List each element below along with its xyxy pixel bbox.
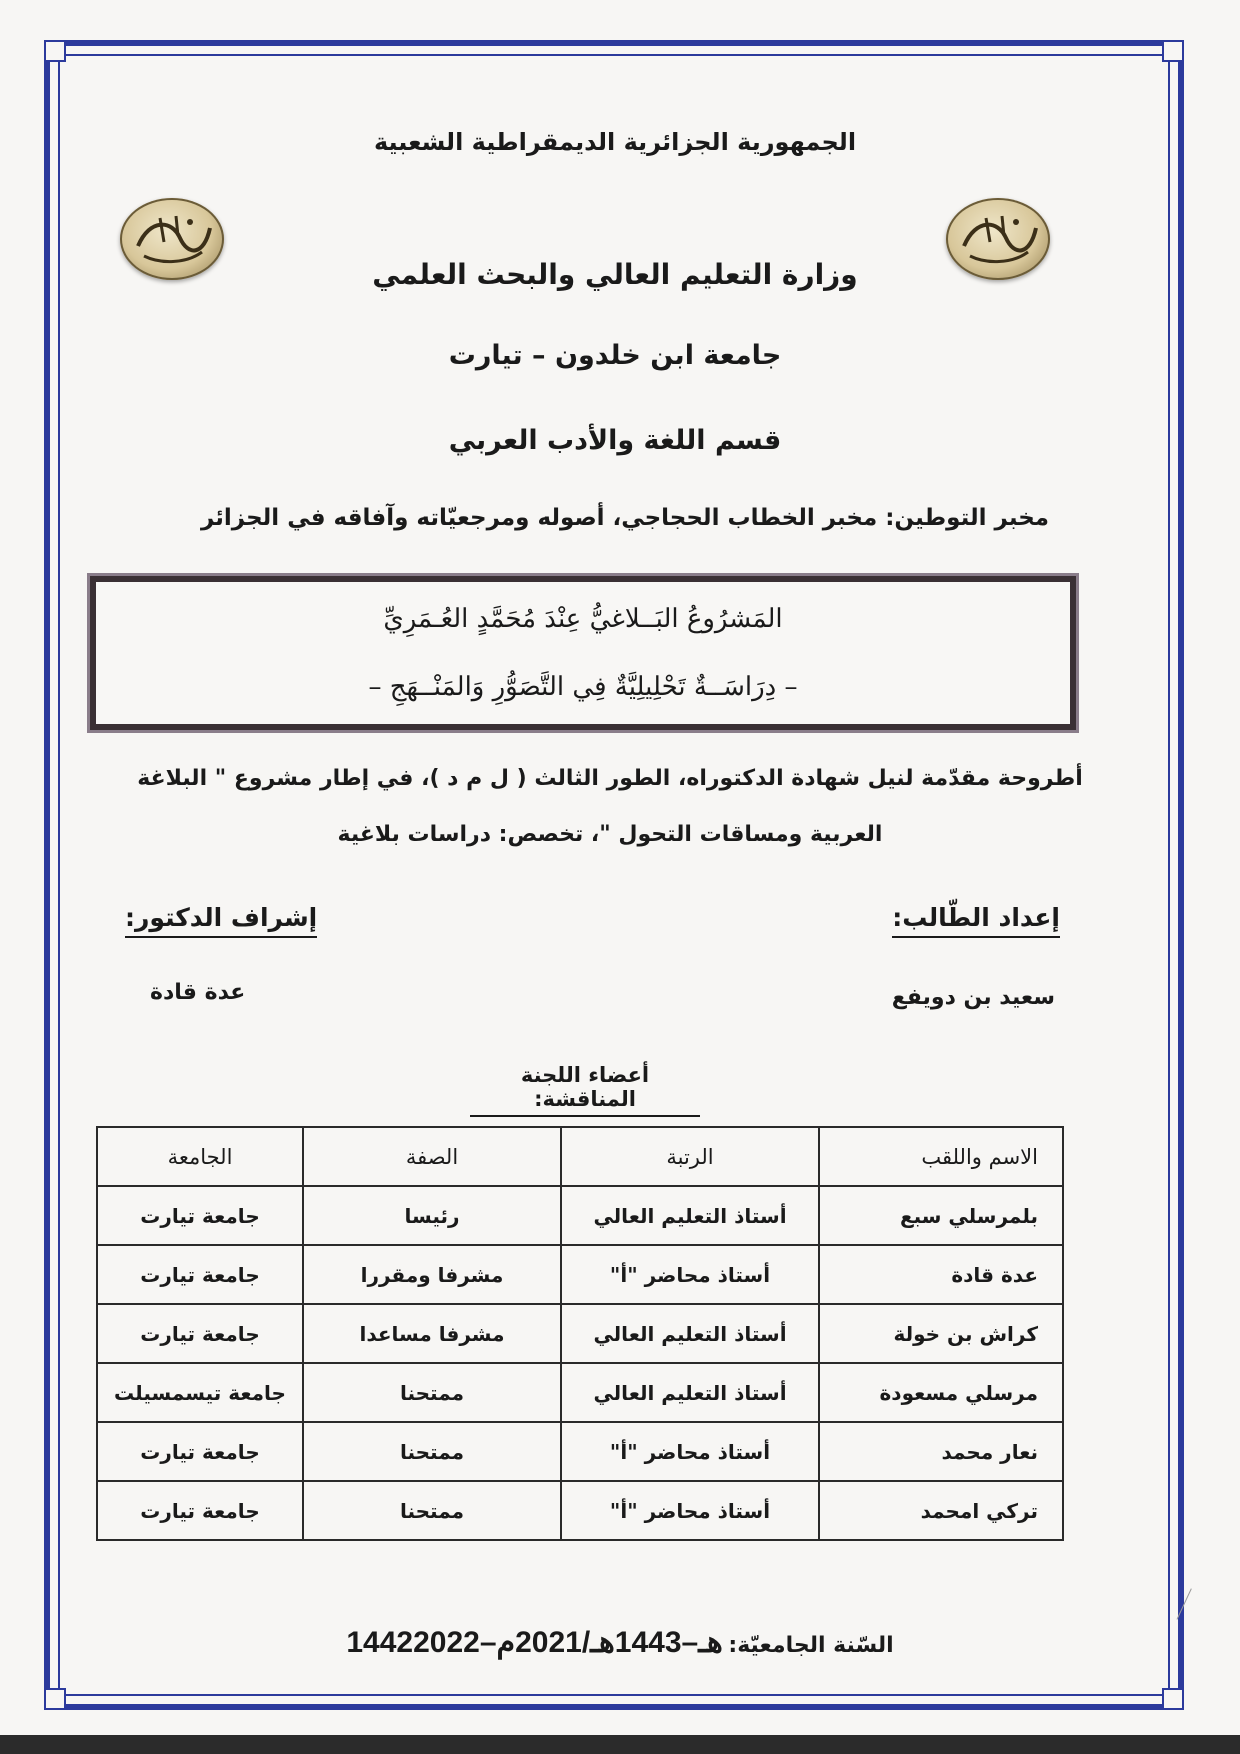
department-heading: قسم اللغة والأدب العربي xyxy=(448,425,782,456)
academic-year-value: 1442هـ–1443هـ/2021م–2022 xyxy=(346,1626,723,1659)
thesis-title: المَشرُوعُ البَــلاغيُّ عِنْدَ مُحَمَّدٍ العُـمَرِيِّ xyxy=(383,604,783,634)
member-role: ممتحنا xyxy=(303,1481,561,1540)
member-rank: أستاذ التعليم العالي xyxy=(561,1186,819,1245)
frame-corner xyxy=(1162,40,1184,62)
supervisor-label: إشراف الدكتور: xyxy=(125,903,317,938)
member-role: ممتحنا xyxy=(303,1422,561,1481)
research-lab-line: مخبر التوطين: مخبر الخطاب الحجاجي، أصوله ومرجعيّاته وآفاقه في الجزائر xyxy=(200,505,1050,531)
republic-heading: الجمهورية الجزائرية الديمقراطية الشعبية xyxy=(373,128,857,156)
member-rank: أستاذ التعليم العالي xyxy=(561,1304,819,1363)
supervisor-name: عدة قادة xyxy=(150,980,246,1005)
frame-corner xyxy=(44,1688,66,1710)
member-role: مشرفا ومقررا xyxy=(303,1245,561,1304)
table-row xyxy=(97,1245,1063,1304)
member-rank: أستاذ التعليم العالي xyxy=(561,1363,819,1422)
member-university: جامعة تيسمسيلت xyxy=(97,1363,303,1422)
member-name: عدة قادة xyxy=(819,1245,1063,1304)
member-role: ممتحنا xyxy=(303,1363,561,1422)
column-header-role: الصفة xyxy=(303,1127,561,1186)
table-row xyxy=(97,1304,1063,1363)
thesis-subtitle: – دِرَاسَــةٌ تَحْلِيلِيَّةٌ فِي التَّصَوُّرِ وَالمَنْــهَجِ – xyxy=(368,672,798,702)
table-row xyxy=(97,1363,1063,1422)
thesis-title-box xyxy=(90,576,1076,730)
frame-corner xyxy=(1162,1688,1184,1710)
thesis-description-line-1: أطروحة مقدّمة لنيل شهادة الدكتوراه، الطور الثالث ( ل م د )، في إطار مشروع " البلاغة xyxy=(137,766,1083,791)
member-name: بلمرسلي سبع xyxy=(819,1186,1063,1245)
member-role: مشرفا مساعدا xyxy=(303,1304,561,1363)
member-university: جامعة تيارت xyxy=(97,1245,303,1304)
scan-edge-strip xyxy=(0,1735,1240,1754)
table-row xyxy=(97,1422,1063,1481)
frame-corner xyxy=(44,40,66,62)
table-row xyxy=(97,1186,1063,1245)
student-label: إعداد الطّالب: xyxy=(892,903,1060,938)
committee-table xyxy=(96,1126,1064,1541)
column-header-name: الاسم واللقب xyxy=(819,1127,1063,1186)
university-heading: جامعة ابن خلدون – تيارت xyxy=(448,340,782,371)
member-university: جامعة تيارت xyxy=(97,1304,303,1363)
committee-heading: أعضاء اللجنة المناقشة: xyxy=(470,1063,700,1117)
member-university: جامعة تيارت xyxy=(97,1481,303,1540)
member-name: نعار محمد xyxy=(819,1422,1063,1481)
thesis-description-line-2: العربية ومساقات التحول "، تخصص: دراسات بلاغية xyxy=(337,822,883,847)
table-row xyxy=(97,1481,1063,1540)
column-header-rank: الرتبة xyxy=(561,1127,819,1186)
academic-year-label: السّنة الجامعيّة: xyxy=(728,1633,894,1658)
member-university: جامعة تيارت xyxy=(97,1186,303,1245)
member-name: تركي امحمد xyxy=(819,1481,1063,1540)
ministry-heading: وزارة التعليم العالي والبحث العلمي xyxy=(372,258,858,291)
student-name: سعيد بن دويفع xyxy=(891,985,1055,1010)
table-header-row xyxy=(97,1127,1063,1186)
column-header-university: الجامعة xyxy=(97,1127,303,1186)
member-rank: أستاذ محاضر "أ" xyxy=(561,1422,819,1481)
member-name: مرسلي مسعودة xyxy=(819,1363,1063,1422)
member-name: كراش بن خولة xyxy=(819,1304,1063,1363)
member-role: رئيسا xyxy=(303,1186,561,1245)
member-university: جامعة تيارت xyxy=(97,1422,303,1481)
academic-year xyxy=(200,1625,1040,1660)
member-rank: أستاذ محاضر "أ" xyxy=(561,1245,819,1304)
member-rank: أستاذ محاضر "أ" xyxy=(561,1481,819,1540)
